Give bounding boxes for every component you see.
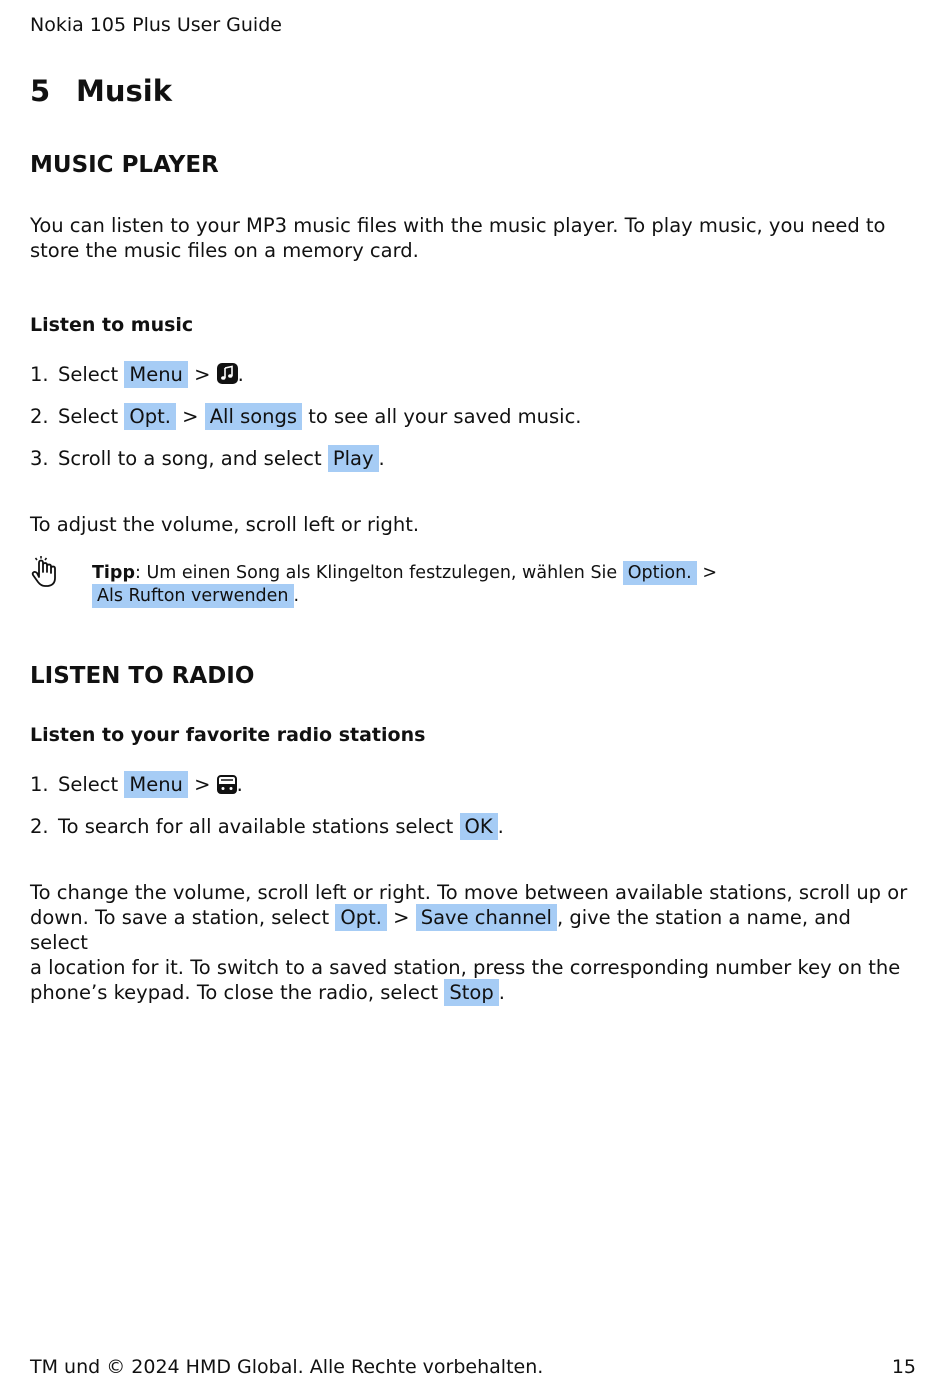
chapter-number: 5: [30, 74, 51, 108]
step-number: 2.: [30, 815, 49, 838]
chapter-title: [30, 74, 172, 108]
radio-stations-heading: Listen to your favorite radio stations: [30, 724, 426, 746]
listen-to-music-heading: Listen to music: [30, 314, 194, 336]
music-note-icon: [217, 363, 238, 384]
music-player-heading: MUSIC PLAYER: [30, 152, 219, 178]
volume-note: To adjust the volume, scroll left or right.: [30, 513, 420, 536]
step-number: 1.: [30, 773, 49, 796]
play-softkey-label: Play: [328, 445, 379, 472]
tip-label: Tipp: [92, 563, 135, 583]
save-channel-label: Save channel: [416, 904, 557, 931]
radio-step-2: 2. To search for all available stations select OK .: [30, 812, 504, 842]
options-softkey-label: Opt.: [335, 904, 387, 931]
step-number: 2.: [30, 405, 49, 428]
set-as-ringtone-label: Als Rufton verwenden: [92, 584, 294, 608]
page-number: 15: [891, 1356, 916, 1378]
radio-step-1: 1. Select Menu > .: [30, 770, 243, 800]
radio-instructions: To change the volume, scroll left or right. To move between available stations, scroll up or down. To save a station, select Opt. > Save channel , give the station a name, and select a location for it. To switch to a saved station, press the corresponding number key on the phone’s keypad. To close the radio, select Stop .: [30, 881, 908, 1004]
chapter-name: Musik: [76, 74, 172, 108]
ok-softkey-label: OK: [460, 813, 498, 840]
all-songs-label: All songs: [205, 403, 302, 430]
menu-softkey-label: Menu: [124, 361, 188, 388]
music-step-3: 3. Scroll to a song, and select Play .: [30, 444, 385, 474]
music-intro: You can listen to your MP3 music files with the music player. To play music, you need to store the music files on a memory card.: [30, 214, 886, 262]
tip-box: [92, 562, 717, 608]
tip-line-2: Als Rufton verwenden .: [92, 585, 717, 608]
step-number: 3.: [30, 447, 49, 470]
menu-softkey-label: Menu: [124, 771, 188, 798]
option-softkey-label: Option.: [623, 561, 697, 585]
hand-icon: [30, 555, 62, 589]
radio-icon: [217, 775, 237, 794]
options-softkey-label: Opt.: [124, 403, 176, 430]
listen-to-radio-heading: LISTEN TO RADIO: [30, 663, 255, 689]
running-header: Nokia 105 Plus User Guide: [30, 14, 282, 36]
music-step-1: 1. Select Menu > .: [30, 360, 244, 390]
stop-softkey-label: Stop: [444, 979, 498, 1006]
tip-line-1: Tipp: Um einen Song als Klingelton festzulegen, wählen Sie Option. >: [92, 563, 717, 583]
footer-copyright: TM und © 2024 HMD Global. Alle Rechte vorbehalten.: [30, 1356, 544, 1378]
music-step-2: 2. Select Opt. > All songs to see all your saved music.: [30, 402, 582, 432]
step-number: 1.: [30, 363, 49, 386]
